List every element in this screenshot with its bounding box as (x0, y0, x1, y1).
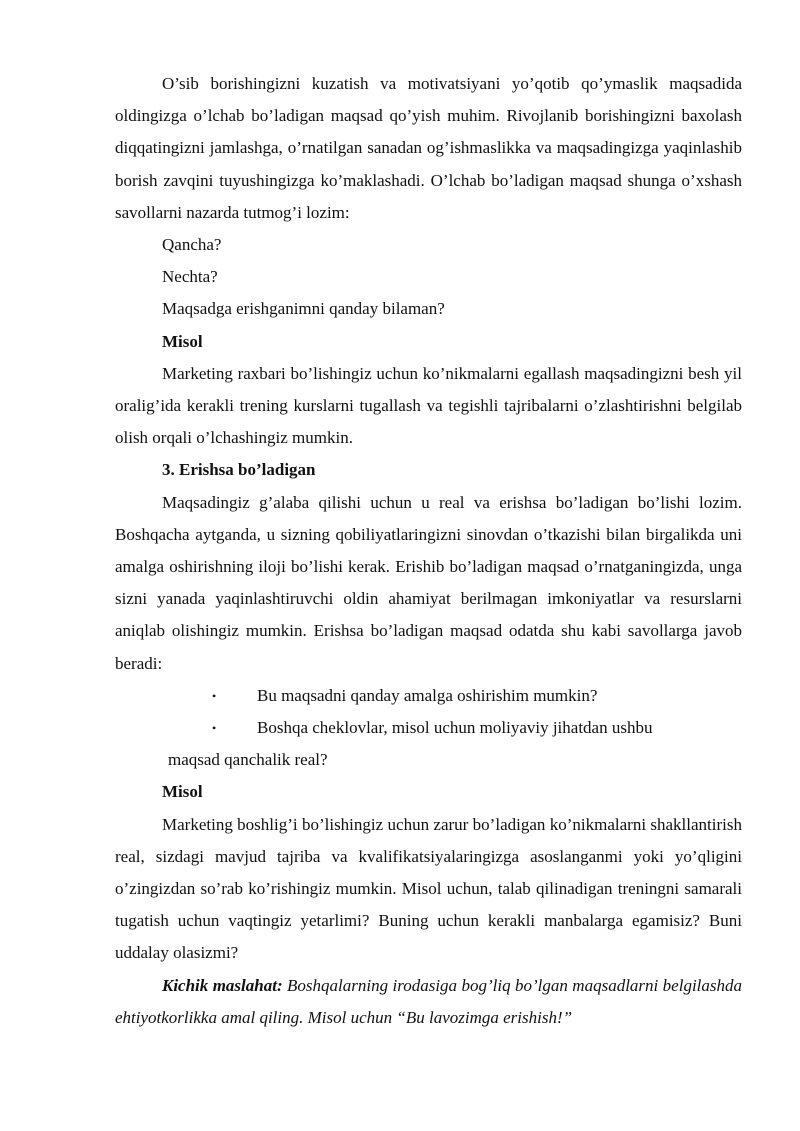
paragraph-example-1: Marketing raxbari bo’lishingiz uchun ko’nikmalarni egallash maqsadingizni besh yil oralig’ida kerakli trening kurslarni tugallash va tegishli tajribalarni o’zlashtirishni belgilab olish orqali o’lchashingiz mumkin. (115, 363, 742, 448)
tip-paragraph (115, 970, 742, 1034)
bullet-text-2-continued: maqsad qanchalik real? (168, 750, 328, 770)
bullet-item-1 (115, 680, 742, 712)
example-heading-2: Misol (162, 782, 203, 802)
bullet-item-2 (115, 712, 742, 744)
bullet-icon: • (212, 721, 217, 736)
bullet-text-2: Boshqa cheklovlar, misol uchun moliyaviy jihatdan ushbu (257, 718, 653, 738)
paragraph-measurable-intro: O’sib borishingizni kuzatish va motivatsiyani yo’qotib qo’ymaslik maqsadida oldingizga o’lchab bo’ladigan maqsad qo’yish muhim. Rivojlanib borishingizni baxolash diqqatingizni jamlashga, o’rnatilgan sanadan og’ishmaslikka va maqsadingizga yaqinlashib borish zavqini tuyushingizga ko’maklashadi. O’lchab bo’ladigan maqsad shunga o’xshash savollarni nazarda tutmog’i lozim: (115, 74, 742, 222)
paragraph-example-2: Marketing boshlig’i bo’lishingiz uchun zarur bo’ladigan ko’nikmalarni shakllantirish real, sizdagi mavjud tajriba va kvalifikatsiyalaringizga asoslanganmi yoki yo’qligini o’zingizdan so’rab ko’rishingiz mumkin. Misol uchun, talab qilinadigan treningni samarali tugatish uchun vaqtingiz yetarlimi? Buning uchun kerakli manbalarga egamisiz? Buni uddalay olasizmi? (115, 814, 742, 963)
question-how-many: Nechta? (162, 267, 218, 287)
example-heading-1: Misol (162, 331, 203, 351)
tip-text: Boshqalarning irodasiga bog’liq bo’lgan maqsadlarni belgilashda ehtiyotkorlikka amal qiling. Misol uchun “Bu lavozimga erishish!” (115, 975, 742, 1027)
document-page (115, 68, 742, 1034)
bullet-text-1: Bu maqsadni qanday amalga oshirishim mumkin? (257, 685, 598, 705)
bullet-icon: • (212, 688, 217, 703)
question-how-much: Qancha? (162, 235, 222, 255)
paragraph-achievable: Maqsadingiz g’alaba qilishi uchun u real va erishsa bo’ladigan bo’lishi lozim. Boshqacha aytganda, u sizning qobiliyatlaringizni sinovdan o’tkazishi bilan birgalikda uni amalga oshirishning iloji bo’lishi kerak. Erishib bo’ladigan maqsad o’rnatganingizda, unga sizni yanada yaqinlashtiruvchi oldin ahamiyat berilmagan imkoniyatlar va resurslarni aniqlab olishingiz mumkin. Erishsa bo’ladigan maqsad odatda shu kabi savollarga javob beradi: (115, 492, 742, 673)
section-heading-achievable: 3. Erishsa bo’ladigan (162, 460, 316, 480)
question-how-know: Maqsadga erishganimni qanday bilaman? (162, 299, 445, 319)
tip-label: Kichik maslahat: (162, 975, 283, 995)
